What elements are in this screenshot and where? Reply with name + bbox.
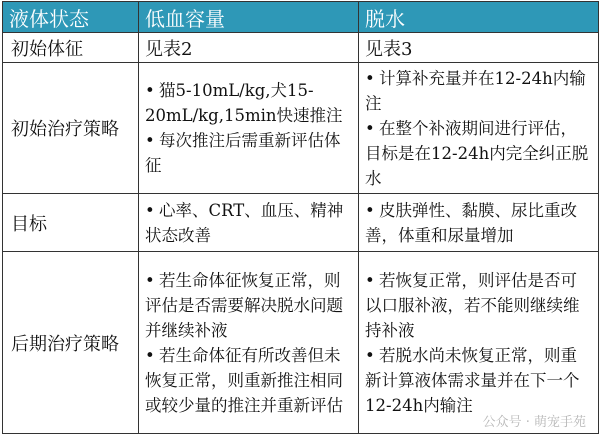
hypovolemia-cell [139, 194, 359, 252]
table-row [3, 194, 599, 252]
hypovolemia-cell: 见表2 [139, 33, 359, 63]
list-item: • 在整个补液期间进行评估，目标是在12-24h内完全纠正脱水 [365, 118, 589, 188]
list-item: • 若生命体征恢复正常，则评估是否需要解决脱水问题并继续补液 [145, 270, 343, 340]
header-dehydration: 脱水 [359, 2, 599, 33]
table-row [3, 33, 599, 63]
fluid-therapy-table [2, 1, 599, 434]
dehydration-cell: 见表3 [359, 33, 599, 63]
header-row [3, 2, 599, 33]
list-item: • 皮肤弹性、黏膜、尿比重改善，体重和尿量增加 [365, 200, 577, 245]
table-row [3, 252, 599, 434]
list-item: • 猫5-10mL/kg,犬15-20mL/kg,15min快速推注 [145, 81, 343, 125]
dehydration-cell [359, 63, 599, 194]
row-label: 目标 [3, 194, 139, 252]
header-hypovolemia: 低血容量 [139, 2, 359, 33]
dehydration-cell [359, 194, 599, 252]
row-label: 初始体征 [3, 33, 139, 63]
dehydration-cell [359, 252, 599, 434]
hypovolemia-cell [139, 63, 359, 194]
row-label: 初始治疗策略 [3, 63, 139, 194]
header-fluid-state: 液体状态 [3, 2, 139, 33]
list-item: • 若生命体征有所改善但未恢复正常，则重新推注相同或较少量的推注并重新评估 [145, 345, 343, 415]
list-item: • 心率、CRT、血压、精神状态改善 [145, 200, 344, 245]
list-item: • 若脱水尚未恢复正常，则重新计算液体需求量并在下一个12-24h内输注 [365, 345, 580, 415]
table-row [3, 63, 599, 194]
list-item: • 计算补充量并在12-24h内输注 [365, 68, 586, 113]
watermark: 公众号 · 萌宠手苑 [482, 415, 586, 430]
list-item: • 若恢复正常，则评估是否可以口服补液，若不能则继续维持补液 [365, 270, 580, 340]
row-label: 后期治疗策略 [3, 252, 139, 434]
list-item: • 每次推注后需重新评估体征 [145, 131, 341, 175]
hypovolemia-cell [139, 252, 359, 434]
